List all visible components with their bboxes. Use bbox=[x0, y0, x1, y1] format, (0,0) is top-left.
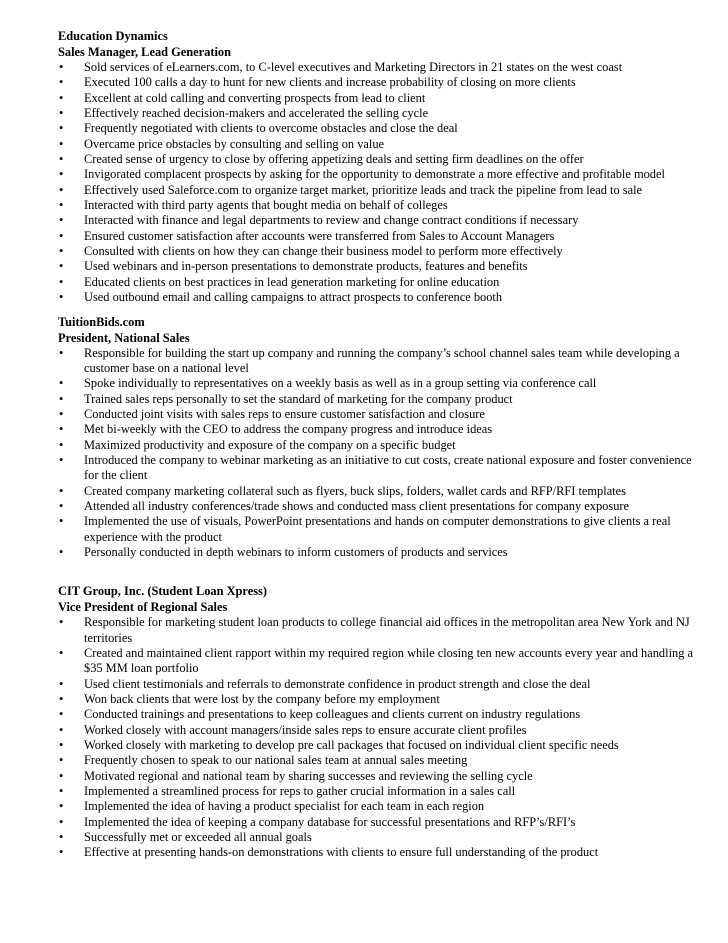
list-item: • Conducted joint visits with sales reps to ensure customer satisfaction and closure bbox=[58, 407, 708, 422]
bullet-list bbox=[58, 60, 708, 306]
list-item: • Attended all industry conferences/trade shows and conducted mass client presentations for company exposure bbox=[58, 499, 708, 514]
list-item: • Interacted with third party agents that bought media on behalf of colleges bbox=[58, 198, 708, 213]
list-item: • Implemented the idea of having a product specialist for each team in each region bbox=[58, 799, 708, 814]
list-item: • Won back clients that were lost by the company before my employment bbox=[58, 692, 708, 707]
company-name: CIT Group, Inc. (Student Loan Xpress) bbox=[58, 584, 267, 599]
job-title: President, National Sales bbox=[58, 330, 190, 345]
list-item: • Introduced the company to webinar marketing as an initiative to cut costs, create national exposure and foster convenience for the client bbox=[58, 453, 708, 484]
list-item: • Frequently negotiated with clients to overcome obstacles and close the deal bbox=[58, 121, 708, 136]
list-item: • Implemented the use of visuals, PowerPoint presentations and hands on computer demonstrations to give clients a real experience with the product bbox=[58, 514, 708, 545]
list-item: • Executed 100 calls a day to hunt for new clients and increase probability of closing on more clients bbox=[58, 75, 708, 90]
list-item: • Worked closely with account managers/inside sales reps to ensure accurate client profiles bbox=[58, 723, 708, 738]
list-item: • Overcame price obstacles by consulting and selling on value bbox=[58, 137, 708, 152]
bullet-list bbox=[58, 615, 708, 861]
list-item: • Trained sales reps personally to set the standard of marketing for the company product bbox=[58, 392, 708, 407]
list-item: • Used outbound email and calling campaigns to attract prospects to conference booth bbox=[58, 290, 708, 305]
list-item: • Frequently chosen to speak to our national sales team at annual sales meeting bbox=[58, 753, 708, 768]
list-item: • Conducted trainings and presentations to keep colleagues and clients current on industry regulations bbox=[58, 707, 708, 722]
list-item: • Effective at presenting hands-on demonstrations with clients to ensure full understanding of the product bbox=[58, 845, 708, 860]
list-item: • Met bi-weekly with the CEO to address the company progress and introduce ideas bbox=[58, 422, 708, 437]
list-item: • Created sense of urgency to close by offering appetizing deals and setting firm deadlines on the offer bbox=[58, 152, 708, 167]
list-item: • Effectively used Saleforce.com to organize target market, prioritize leads and track the pipeline from lead to sale bbox=[58, 183, 708, 198]
company-name: TuitionBids.com bbox=[58, 314, 145, 329]
list-item: • Responsible for building the start up company and running the company’s school channel sales team while developing a customer base on a national level bbox=[58, 346, 708, 377]
list-item: • Responsible for marketing student loan products to college financial aid offices in the metropolitan area New York and NJ territories bbox=[58, 615, 708, 646]
job-title: Vice President of Regional Sales bbox=[58, 600, 228, 615]
section-spacer bbox=[58, 560, 708, 583]
list-item: • Personally conducted in depth webinars to inform customers of products and services bbox=[58, 545, 708, 560]
list-item: • Spoke individually to representatives on a weekly basis as well as in a group setting via conference call bbox=[58, 376, 708, 391]
list-item: • Implemented a streamlined process for reps to gather crucial information in a sales call bbox=[58, 784, 708, 799]
section-spacer bbox=[58, 306, 708, 314]
list-item: • Interacted with finance and legal departments to review and change contract conditions if necessary bbox=[58, 213, 708, 228]
list-item: • Effectively reached decision-makers and accelerated the selling cycle bbox=[58, 106, 708, 121]
list-item: • Motivated regional and national team by sharing successes and reviewing the selling cycle bbox=[58, 769, 708, 784]
company-name: Education Dynamics bbox=[58, 29, 168, 43]
list-item: • Created and maintained client rapport within my required region while closing ten new accounts every year and handling a $35 MM loan portfolio bbox=[58, 646, 708, 677]
list-item: • Worked closely with marketing to develop pre call packages that focused on individual client specific needs bbox=[58, 738, 708, 753]
job-section-education-dynamics bbox=[58, 28, 708, 306]
job-section-cit-group bbox=[58, 583, 708, 861]
list-item: • Sold services of eLearners.com, to C-level executives and Marketing Directors in 21 states on the west coast bbox=[58, 60, 708, 75]
list-item: • Invigorated complacent prospects by asking for the opportunity to demonstrate a more effective and profitable model bbox=[58, 167, 708, 182]
resume-page bbox=[58, 28, 708, 861]
list-item: • Educated clients on best practices in lead generation marketing for online education bbox=[58, 275, 708, 290]
list-item: • Created company marketing collateral such as flyers, buck slips, folders, wallet cards and RFP/RFI templates bbox=[58, 484, 708, 499]
list-item: • Maximized productivity and exposure of the company on a specific budget bbox=[58, 438, 708, 453]
list-item: • Used client testimonials and referrals to demonstrate confidence in product strength and close the deal bbox=[58, 677, 708, 692]
list-item: • Excellent at cold calling and converting prospects from lead to client bbox=[58, 91, 708, 106]
bullet-list bbox=[58, 346, 708, 561]
list-item: • Successfully met or exceeded all annual goals bbox=[58, 830, 708, 845]
list-item: • Ensured customer satisfaction after accounts were transferred from Sales to Account Managers bbox=[58, 229, 708, 244]
job-section-tuitionbids bbox=[58, 314, 708, 561]
list-item: • Implemented the idea of keeping a company database for successful presentations and RFP’s/RFI’s bbox=[58, 815, 708, 830]
list-item: • Used webinars and in-person presentations to demonstrate products, features and benefits bbox=[58, 259, 708, 274]
list-item: • Consulted with clients on how they can change their business model to perform more effectively bbox=[58, 244, 708, 259]
job-title: Sales Manager, Lead Generation bbox=[58, 45, 232, 59]
